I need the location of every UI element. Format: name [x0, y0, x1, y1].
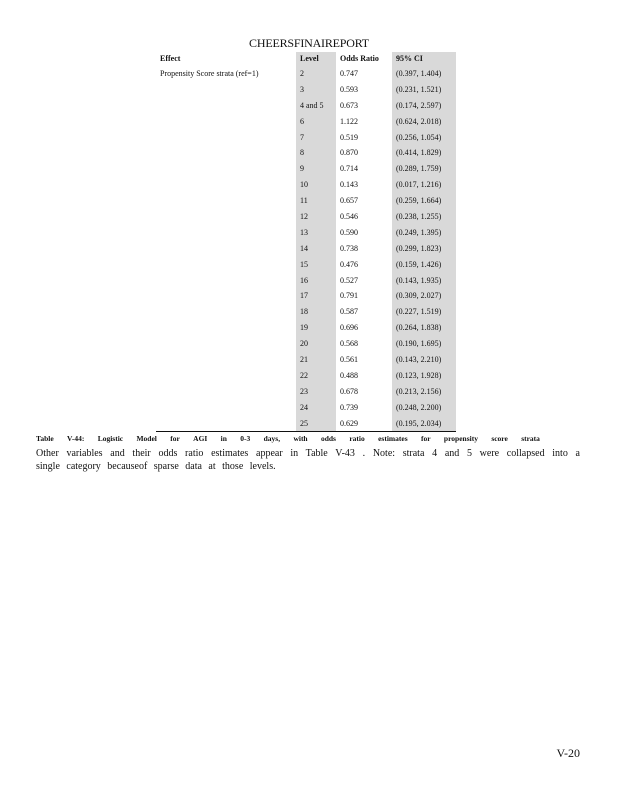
odds-ratio-cell: 0.657 — [336, 193, 392, 209]
odds-ratio-cell: 0.476 — [336, 257, 392, 273]
odds-ratio-cell: 0.738 — [336, 241, 392, 257]
caption-word: with — [293, 434, 308, 443]
effect-cell — [156, 320, 296, 336]
table-row — [156, 320, 456, 336]
caption-word: for — [170, 434, 180, 443]
table-row — [156, 114, 456, 130]
caption-word: odds — [320, 434, 336, 443]
ci-cell: (0.174, 2.597) — [392, 98, 456, 114]
odds-ratio-cell: 0.568 — [336, 336, 392, 352]
header-effect: Effect — [160, 54, 181, 63]
effect-cell — [156, 336, 296, 352]
caption-word: strata — [521, 434, 540, 443]
ci-cell: (0.249, 1.395) — [392, 225, 456, 241]
ci-cell: (0.256, 1.054) — [392, 130, 456, 146]
table-row — [156, 177, 456, 193]
table-caption — [36, 434, 540, 443]
ci-cell: (0.231, 1.521) — [392, 82, 456, 98]
table-row — [156, 66, 456, 82]
level-cell: 20 — [296, 336, 336, 352]
table-row — [156, 304, 456, 320]
table-row — [156, 161, 456, 177]
effect-cell — [156, 225, 296, 241]
level-cell: 10 — [296, 177, 336, 193]
ci-cell: (0.264, 1.838) — [392, 320, 456, 336]
odds-ratio-cell: 0.593 — [336, 82, 392, 98]
odds-ratio-cell: 0.143 — [336, 177, 392, 193]
table-row — [156, 368, 456, 384]
table-body — [156, 66, 456, 432]
ci-cell: (0.259, 1.664) — [392, 193, 456, 209]
caption-word: Table — [36, 434, 54, 443]
caption-word: score — [491, 434, 508, 443]
ci-cell: (0.123, 1.928) — [392, 368, 456, 384]
effect-cell — [156, 130, 296, 146]
table-row — [156, 257, 456, 273]
odds-ratio-table — [156, 52, 456, 432]
footnote-text: Other variables and their odds ratio estimates appear in Table V-43 . Note: strata 4 and 5 were collapsed into a single category becauseof sparse data at those levels. — [36, 448, 580, 472]
ci-cell: (0.190, 1.695) — [392, 336, 456, 352]
effect-cell — [156, 384, 296, 400]
table-row — [156, 384, 456, 400]
effect-cell — [156, 257, 296, 273]
caption-word: in — [220, 434, 227, 443]
caption-word: estimates — [378, 434, 408, 443]
effect-cell — [156, 82, 296, 98]
table-row — [156, 130, 456, 146]
ci-cell: (0.213, 2.156) — [392, 384, 456, 400]
ci-cell: (0.299, 1.823) — [392, 241, 456, 257]
odds-ratio-cell: 0.747 — [336, 66, 392, 82]
odds-ratio-cell: 0.519 — [336, 130, 392, 146]
level-cell: 9 — [296, 161, 336, 177]
table-row — [156, 193, 456, 209]
odds-ratio-cell: 0.870 — [336, 145, 392, 161]
level-cell: 24 — [296, 400, 336, 416]
caption-word: V-44: — [67, 434, 85, 443]
level-cell: 4 and 5 — [296, 98, 336, 114]
odds-ratio-cell: 0.546 — [336, 209, 392, 225]
ci-cell: (0.159, 1.426) — [392, 257, 456, 273]
level-cell: 12 — [296, 209, 336, 225]
header-ci: 95% CI — [392, 52, 456, 66]
level-cell: 8 — [296, 145, 336, 161]
ci-cell: (0.143, 1.935) — [392, 273, 456, 289]
ci-cell: (0.195, 2.034) — [392, 416, 456, 432]
level-cell: 11 — [296, 193, 336, 209]
level-cell: 7 — [296, 130, 336, 146]
table-row — [156, 273, 456, 289]
caption-word: Logistic — [97, 434, 124, 443]
page-number: V-20 — [556, 746, 580, 760]
odds-ratio-cell: 0.673 — [336, 98, 392, 114]
effect-cell — [156, 288, 296, 304]
table-row — [156, 82, 456, 98]
level-cell: 3 — [296, 82, 336, 98]
effect-cell — [156, 352, 296, 368]
odds-ratio-cell: 0.527 — [336, 273, 392, 289]
effect-cell — [156, 400, 296, 416]
ci-cell: (0.238, 1.255) — [392, 209, 456, 225]
report-title: CHEERSFINAIREPORT — [249, 36, 369, 50]
level-cell: 16 — [296, 273, 336, 289]
effect-cell — [156, 209, 296, 225]
caption-word: for — [421, 434, 431, 443]
ci-cell: (0.397, 1.404) — [392, 66, 456, 82]
level-cell: 6 — [296, 114, 336, 130]
odds-ratio-cell: 1.122 — [336, 114, 392, 130]
caption-word: days, — [263, 434, 281, 443]
caption-word: 0-3 — [240, 434, 251, 443]
odds-ratio-cell: 0.678 — [336, 384, 392, 400]
ci-cell: (0.017, 1.216) — [392, 177, 456, 193]
level-cell: 2 — [296, 66, 336, 82]
effect-cell — [156, 273, 296, 289]
table-row — [156, 145, 456, 161]
level-cell: 23 — [296, 384, 336, 400]
level-cell: 15 — [296, 257, 336, 273]
effect-cell — [156, 161, 296, 177]
table-row — [156, 288, 456, 304]
caption-word: AGI — [193, 434, 208, 443]
table-header-row — [156, 52, 456, 66]
table-row — [156, 400, 456, 416]
odds-ratio-cell: 0.739 — [336, 400, 392, 416]
level-cell: 25 — [296, 416, 336, 432]
table-row — [156, 416, 456, 432]
odds-ratio-cell: 0.561 — [336, 352, 392, 368]
ci-cell: (0.414, 1.829) — [392, 145, 456, 161]
odds-ratio-cell: 0.714 — [336, 161, 392, 177]
table-row — [156, 98, 456, 114]
ci-cell: (0.227, 1.519) — [392, 304, 456, 320]
effect-cell — [156, 416, 296, 432]
table-row — [156, 352, 456, 368]
level-cell: 17 — [296, 288, 336, 304]
ci-cell: (0.624, 2.018) — [392, 114, 456, 130]
level-cell: 14 — [296, 241, 336, 257]
odds-ratio-cell: 0.629 — [336, 416, 392, 432]
ci-cell: (0.143, 2.210) — [392, 352, 456, 368]
caption-word: propensity — [443, 434, 478, 443]
level-cell: 21 — [296, 352, 336, 368]
table-row — [156, 336, 456, 352]
odds-ratio-cell: 0.590 — [336, 225, 392, 241]
effect-cell: Propensity Score strata (ref=1) — [160, 68, 259, 78]
odds-ratio-cell: 0.696 — [336, 320, 392, 336]
effect-cell — [156, 98, 296, 114]
ci-cell: (0.289, 1.759) — [392, 161, 456, 177]
header-odds-ratio: Odds Ratio — [336, 52, 392, 66]
effect-cell — [156, 193, 296, 209]
ci-cell: (0.248, 2.200) — [392, 400, 456, 416]
level-cell: 19 — [296, 320, 336, 336]
table-row — [156, 209, 456, 225]
effect-cell — [156, 304, 296, 320]
effect-cell — [156, 241, 296, 257]
odds-ratio-cell: 0.587 — [336, 304, 392, 320]
ci-cell: (0.309, 2.027) — [392, 288, 456, 304]
table-row — [156, 241, 456, 257]
effect-cell — [156, 177, 296, 193]
odds-ratio-cell: 0.791 — [336, 288, 392, 304]
caption-word: Model — [136, 434, 157, 443]
header-level: Level — [296, 52, 336, 66]
level-cell: 13 — [296, 225, 336, 241]
caption-word: ratio — [349, 434, 365, 443]
effect-cell — [156, 114, 296, 130]
effect-cell — [156, 145, 296, 161]
odds-ratio-cell: 0.488 — [336, 368, 392, 384]
table-row — [156, 225, 456, 241]
level-cell: 18 — [296, 304, 336, 320]
level-cell: 22 — [296, 368, 336, 384]
effect-cell — [156, 368, 296, 384]
